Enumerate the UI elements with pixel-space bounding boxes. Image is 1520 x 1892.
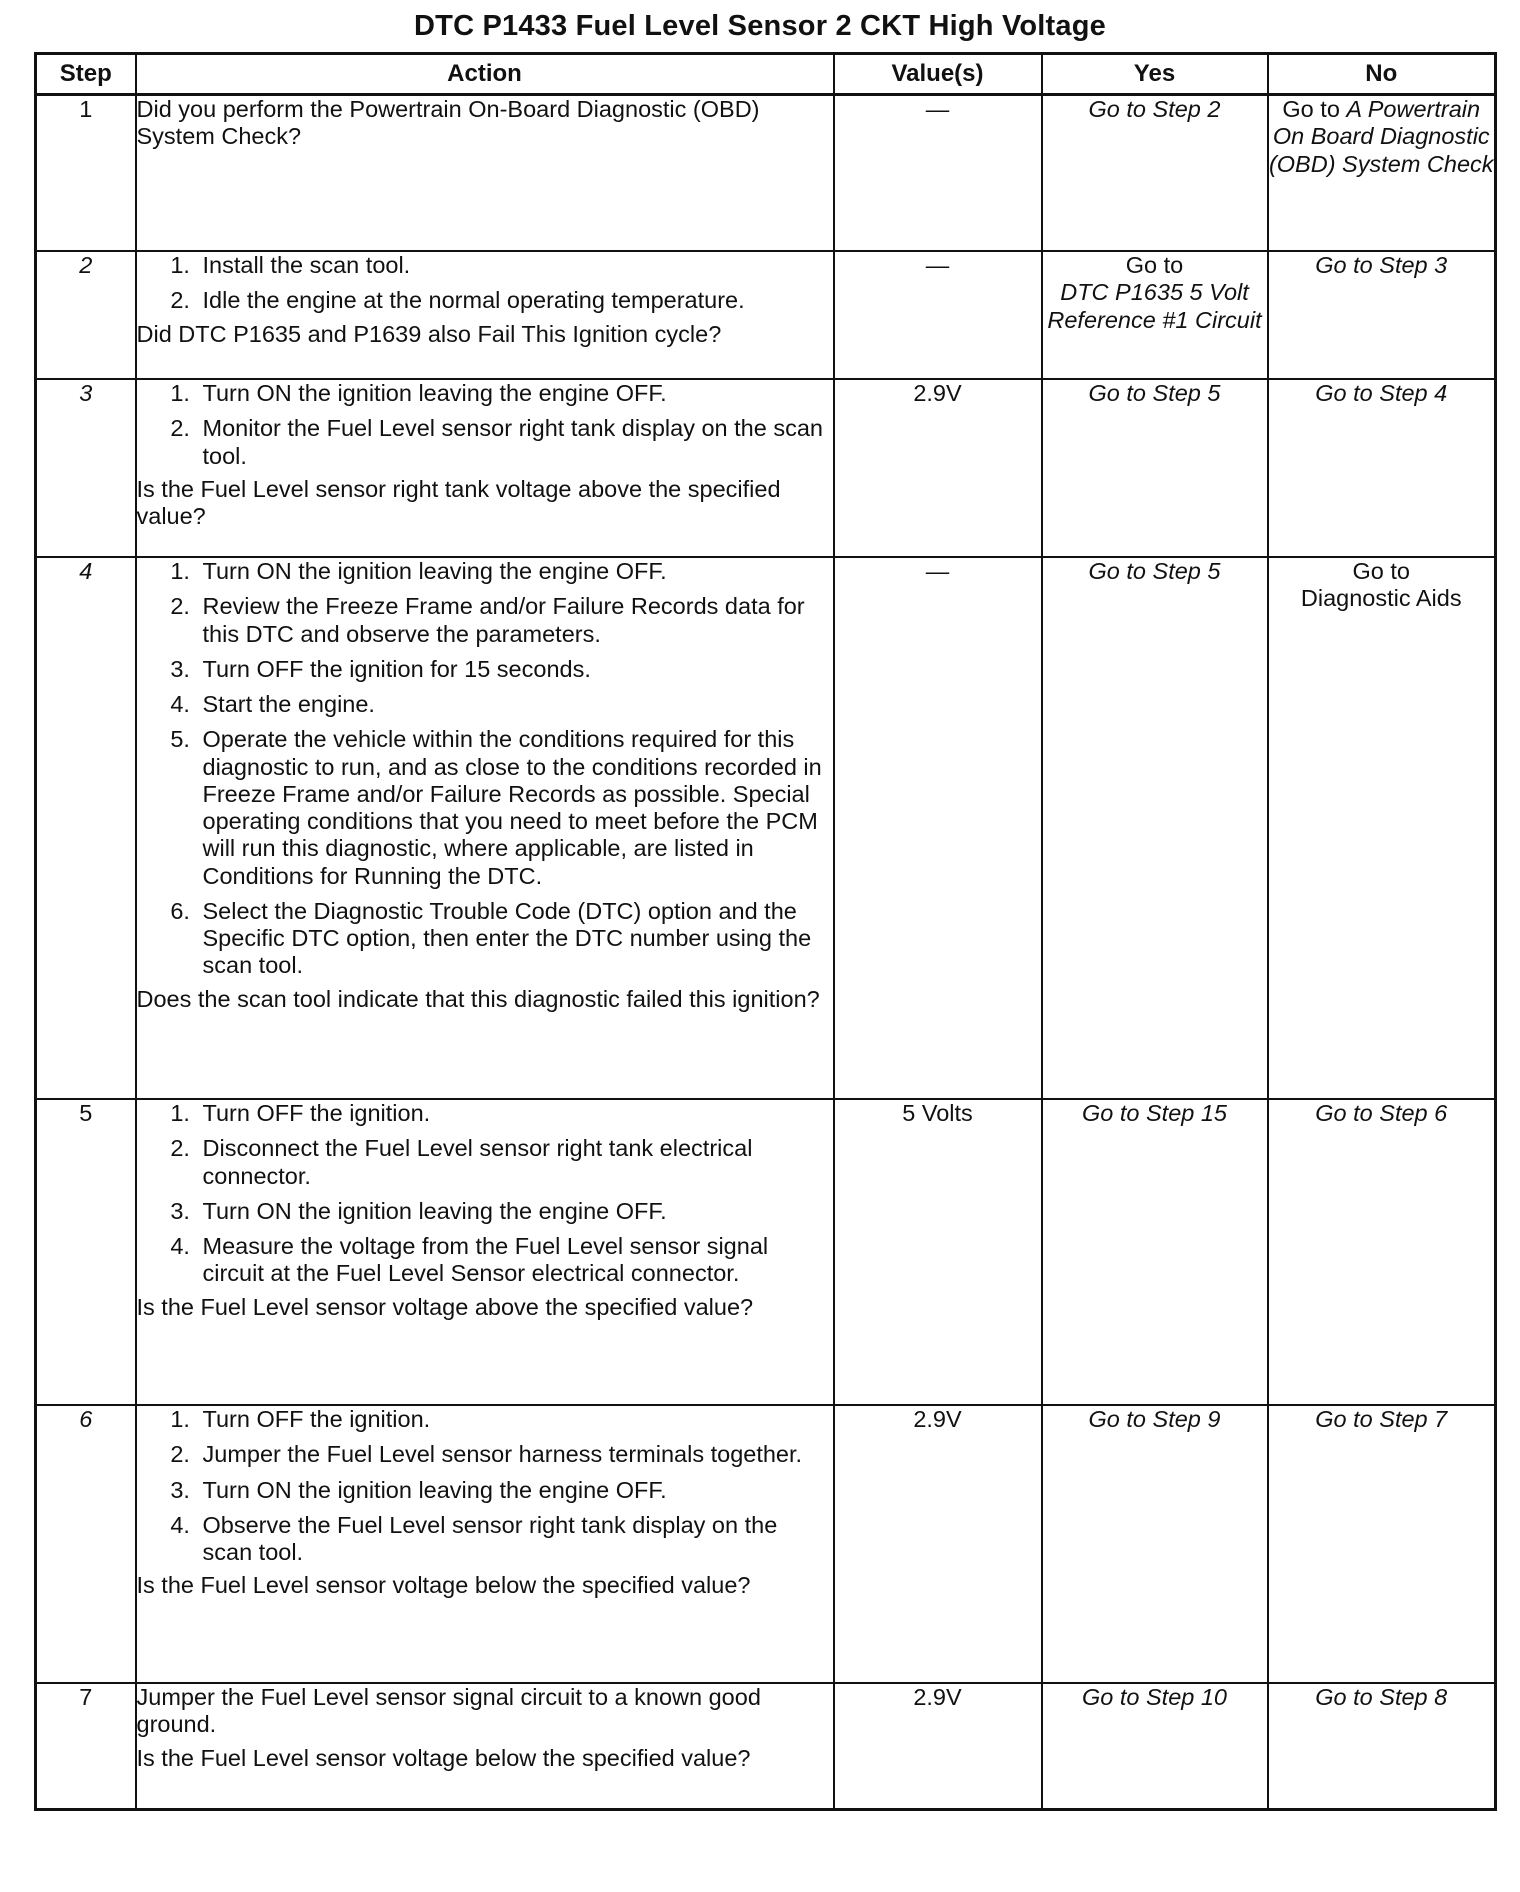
action-step: 3. Turn OFF the ignition for 15 seconds. <box>197 656 833 683</box>
action-cell <box>136 251 834 379</box>
action-cell <box>136 557 834 1099</box>
value-cell: — <box>834 95 1042 252</box>
no-link[interactable]: Go to Step 6 <box>1315 1100 1448 1126</box>
value-cell: — <box>834 251 1042 379</box>
action-step: 4. Observe the Fuel Level sensor right tank display on the scan tool. <box>197 1512 833 1567</box>
yes-link[interactable]: Go to Step 2 <box>1088 96 1221 122</box>
yes-link[interactable]: Go to Step 5 <box>1088 558 1221 584</box>
action-step: 4. Start the engine. <box>197 691 833 718</box>
action-step: 2. Review the Freeze Frame and/or Failure Records data for this DTC and observe the parameters. <box>197 593 833 648</box>
step-number: 6 <box>36 1405 136 1683</box>
action-question: Did DTC P1635 and P1639 also Fail This Ignition cycle? <box>136 320 722 347</box>
action-step: 1. Turn ON the ignition leaving the engine OFF. <box>197 380 833 407</box>
step-number: 1 <box>36 95 136 252</box>
table-row <box>36 379 1496 557</box>
action-step: 1. Turn OFF the ignition. <box>197 1406 833 1433</box>
action-lead: Jumper the Fuel Level sensor signal circuit to a known good ground. <box>136 1684 761 1738</box>
no-cell <box>1268 95 1496 252</box>
action-step: 2. Jumper the Fuel Level sensor harness terminals together. <box>197 1441 833 1468</box>
no-cell <box>1268 1099 1496 1405</box>
action-step: 1. Turn ON the ignition leaving the engine OFF. <box>197 558 833 585</box>
no-cell <box>1268 557 1496 1099</box>
action-step: 2. Monitor the Fuel Level sensor right tank display on the scan tool. <box>197 415 833 470</box>
action-question: Did you perform the Powertrain On-Board Diagnostic (OBD) System Check? <box>136 96 760 150</box>
no-link[interactable]: Diagnostic Aids <box>1300 585 1462 612</box>
action-steps <box>137 1100 833 1288</box>
yes-cell <box>1042 95 1268 252</box>
header-no: No <box>1268 54 1496 95</box>
action-steps <box>137 558 833 980</box>
yes-link[interactable]: Go to Step 9 <box>1088 1406 1221 1432</box>
action-step: 5. Operate the vehicle within the conditions required for this diagnostic to run, and as close to the conditions recorded in Freeze Frame and/or Failure Records as possible. Special operating conditions that you need to meet before the PCM will run this diagnostic, where applicable, are listed in Conditions for Running the DTC. <box>197 726 833 890</box>
action-step: 1. Turn OFF the ignition. <box>197 1100 833 1127</box>
diagnostic-table <box>34 52 1497 1811</box>
yes-link[interactable]: Go to Step 10 <box>1081 1684 1228 1710</box>
action-question: Is the Fuel Level sensor voltage below the specified value? <box>136 1744 751 1771</box>
header-action: Action <box>136 54 834 95</box>
step-number: 2 <box>36 251 136 379</box>
yes-link[interactable]: Go to Step 5 <box>1088 380 1221 406</box>
value-cell: 2.9V <box>834 1683 1042 1810</box>
table-row <box>36 1099 1496 1405</box>
action-cell <box>136 1405 834 1683</box>
action-step: 3. Turn ON the ignition leaving the engine OFF. <box>197 1477 833 1504</box>
action-step: 2. Idle the engine at the normal operating temperature. <box>197 287 833 314</box>
header-value: Value(s) <box>834 54 1042 95</box>
no-cell <box>1268 1405 1496 1683</box>
action-cell <box>136 95 834 252</box>
table-row <box>36 1683 1496 1810</box>
action-step: 4. Measure the voltage from the Fuel Level sensor signal circuit at the Fuel Level Sensor electrical connector. <box>197 1233 833 1288</box>
table-header-row <box>36 54 1496 95</box>
no-link[interactable]: A Powertrain On Board Diagnostic (OBD) System Check <box>1268 96 1494 177</box>
no-prefix: Go to <box>1352 558 1410 584</box>
table-row <box>36 95 1496 252</box>
yes-cell <box>1042 1099 1268 1405</box>
yes-link[interactable]: Go to Step 15 <box>1081 1100 1228 1126</box>
no-cell <box>1268 379 1496 557</box>
table-row <box>36 1405 1496 1683</box>
value-cell: 2.9V <box>834 1405 1042 1683</box>
action-cell <box>136 1683 834 1810</box>
action-step: 1. Install the scan tool. <box>197 252 833 279</box>
header-step: Step <box>36 54 136 95</box>
step-number: 4 <box>36 557 136 1099</box>
no-link[interactable]: Go to Step 3 <box>1315 252 1448 278</box>
yes-link[interactable]: DTC P1635 5 Volt Reference #1 Circuit <box>1047 279 1262 333</box>
no-cell <box>1268 251 1496 379</box>
no-prefix: Go to <box>1282 96 1340 122</box>
action-step: 6. Select the Diagnostic Trouble Code (DTC) option and the Specific DTC option, then enter the DTC number using the scan tool. <box>197 898 833 980</box>
no-link[interactable]: Go to Step 4 <box>1315 380 1448 406</box>
value-cell: 5 Volts <box>834 1099 1042 1405</box>
step-number: 7 <box>36 1683 136 1810</box>
yes-prefix: Go to <box>1125 252 1184 278</box>
yes-cell <box>1042 1683 1268 1810</box>
table-row <box>36 251 1496 379</box>
action-steps <box>137 252 833 315</box>
no-cell <box>1268 1683 1496 1810</box>
yes-cell <box>1042 557 1268 1099</box>
action-step: 3. Turn ON the ignition leaving the engine OFF. <box>197 1198 833 1225</box>
action-question: Is the Fuel Level sensor voltage below the specified value? <box>136 1572 751 1599</box>
value-cell: — <box>834 557 1042 1099</box>
value-cell: 2.9V <box>834 379 1042 557</box>
no-link[interactable]: Go to Step 7 <box>1315 1406 1448 1432</box>
table-row <box>36 557 1496 1099</box>
yes-cell <box>1042 251 1268 379</box>
action-step: 2. Disconnect the Fuel Level sensor right tank electrical connector. <box>197 1135 833 1190</box>
action-question: Is the Fuel Level sensor right tank voltage above the specified value? <box>136 475 781 529</box>
yes-cell <box>1042 1405 1268 1683</box>
no-link[interactable]: Go to Step 8 <box>1315 1684 1448 1710</box>
action-cell <box>136 379 834 557</box>
action-steps <box>137 380 833 470</box>
action-steps <box>137 1406 833 1566</box>
header-yes: Yes <box>1042 54 1268 95</box>
page-title: DTC P1433 Fuel Level Sensor 2 CKT High Voltage <box>414 10 1106 42</box>
action-cell <box>136 1099 834 1405</box>
yes-cell <box>1042 379 1268 557</box>
action-question: Is the Fuel Level sensor voltage above the specified value? <box>136 1293 754 1320</box>
step-number: 5 <box>36 1099 136 1405</box>
step-number: 3 <box>36 379 136 557</box>
action-question: Does the scan tool indicate that this diagnostic failed this ignition? <box>136 985 820 1012</box>
